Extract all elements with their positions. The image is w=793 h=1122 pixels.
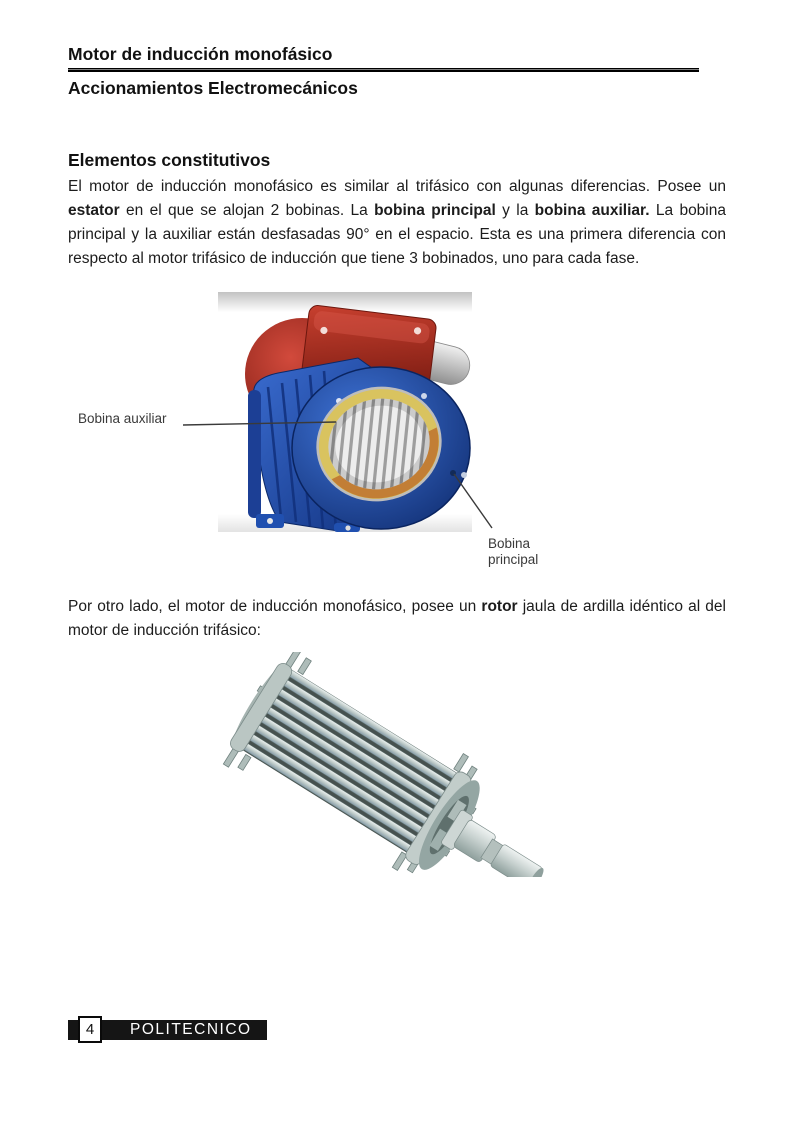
document-subtitle: Accionamientos Electromecánicos — [68, 78, 358, 98]
figure-leader-lines — [0, 290, 793, 582]
figure-motor-stator — [0, 290, 793, 582]
document-title: Motor de inducción monofásico — [68, 44, 333, 64]
footer-institution: POLITECNICO — [130, 1021, 252, 1038]
label-bobina-auxiliar: Bobina auxiliar — [78, 411, 167, 426]
rotor-illustration — [215, 652, 555, 877]
section-heading: Elementos constitutivos — [68, 150, 271, 170]
footer-page-number: 4 — [78, 1016, 102, 1043]
paragraph-intro: El motor de inducción monofásico es similar al trifásico con algunas diferencias. Posee un estator en el que se alojan 2 bobinas. La bobina principal y la bobina auxiliar. La bobina principal y la auxiliar están desfasadas 90° en el espacio. Esta es una primera diferencia con respecto al motor trifásico de inducción que tiene 3 bobinados, uno para cada fase. — [68, 178, 726, 267]
label-bobina-principal: Bobina principal — [488, 536, 539, 567]
title-divider — [68, 68, 699, 72]
figure-rotor — [215, 652, 555, 877]
paragraph-rotor: Por otro lado, el motor de inducción monofásico, posee un rotor jaula de ardilla idéntico al del motor de inducción trifásico: — [68, 598, 726, 639]
